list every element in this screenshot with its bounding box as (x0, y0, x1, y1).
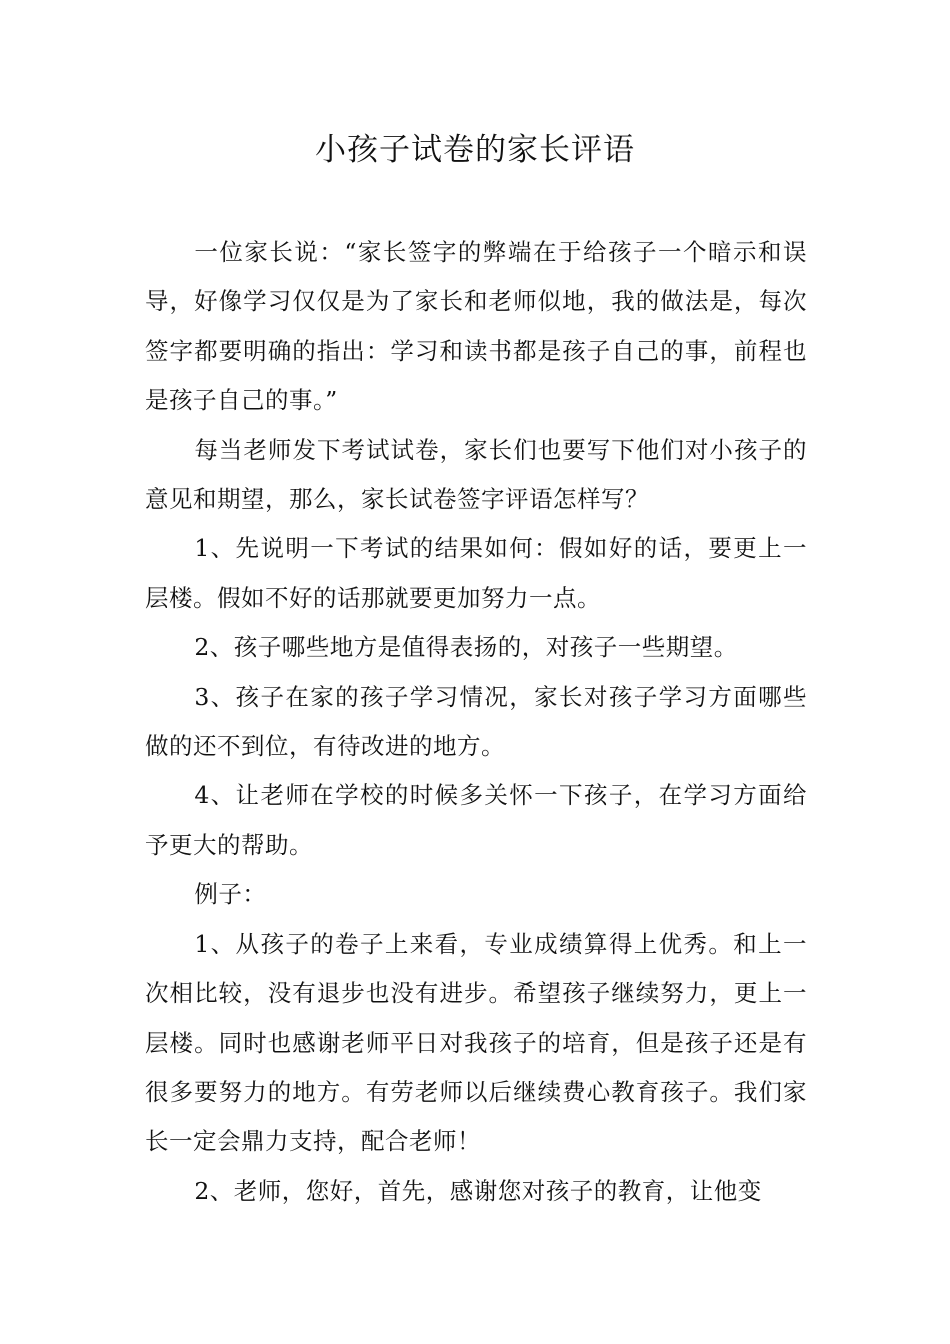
paragraph-examples-heading: 例子： (194, 880, 267, 909)
paragraph-tip-2: 2、孩子哪些地方是值得表扬的，对孩子一些期望。 (194, 633, 738, 662)
paragraph-tip-3: 3、孩子在家的孩子学习情况，家长对孩子学习方面哪些做的还不到位，有待改进的地方。 (145, 682, 807, 761)
document-title: 小孩子试卷的家长评语 (315, 132, 635, 168)
paragraph-example-2: 2、老师，您好，首先，感谢您对孩子的教育，让他变 (194, 1176, 762, 1205)
paragraph-intro: 每当老师发下考试试卷，家长们也要写下他们对小孩子的意见和期望，那么，家长试卷签字评语怎样写？ (145, 435, 807, 514)
paragraph-tip-4: 4、让老师在学校的时候多关怀一下孩子，在学习方面给予更大的帮助。 (145, 781, 807, 859)
paragraph-tip-1: 1、先说明一下考试的结果如何：假如好的话，要更上一层楼。假如不好的话那就要更加努力一点。 (145, 534, 807, 612)
document-body (145, 228, 807, 1216)
paragraph-example-1: 1、从孩子的卷子上来看，专业成绩算得上优秀。和上一次相比较，没有退步也没有进步。希望孩子继续努力，更上一层楼。同时也感谢老师平日对我孩子的培育，但是孩子还是有很多要努力的地方。有劳老师以后继续费心教育孩子。我们家长一定会鼎力支持，配合老师！ (145, 929, 807, 1156)
paragraph-parent-quote: 一位家长说：“家长签字的弊端在于给孩子一个暗示和误导，好像学习仅仅是为了家长和老师似地，我的做法是，每次签字都要明确的指出：学习和读书都是孩子自己的事，前程也是孩子自己的事。” (145, 238, 807, 415)
